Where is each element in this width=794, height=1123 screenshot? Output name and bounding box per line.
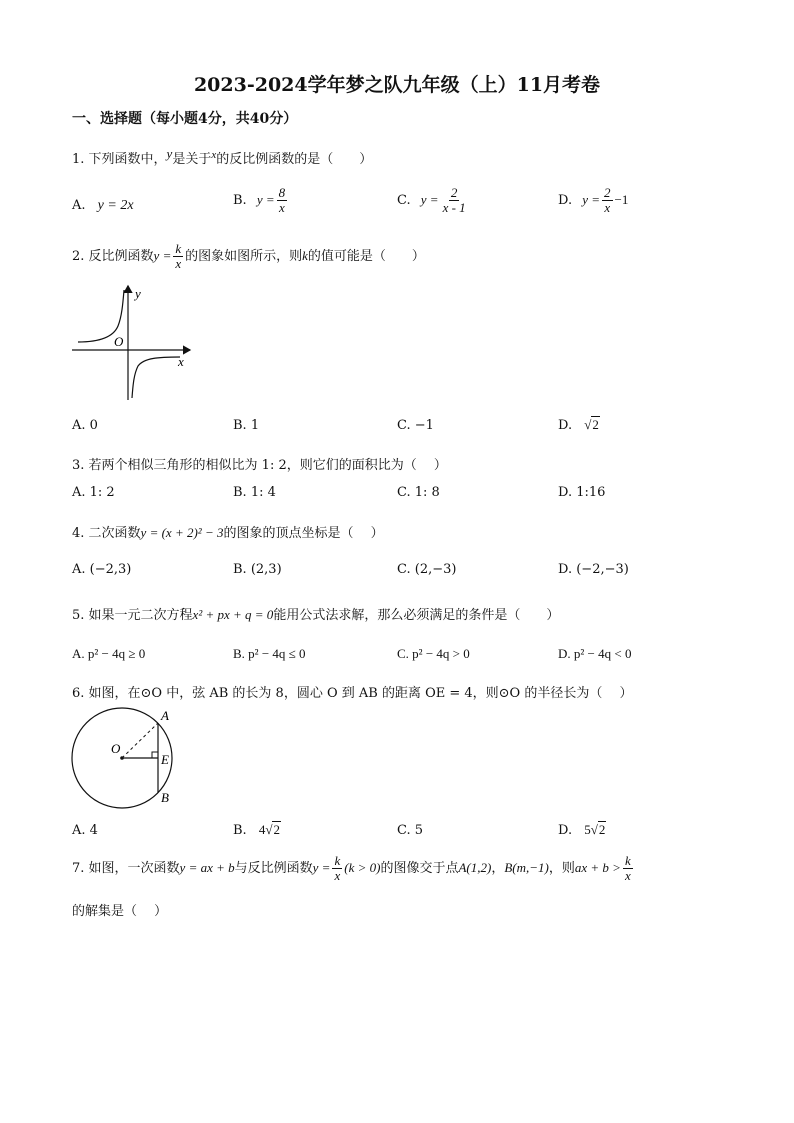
q7-rhs-fraction bbox=[623, 854, 633, 883]
page-title: 2023-2024学年梦之队九年级（上）11月考卷 bbox=[193, 74, 601, 96]
q7-text-c: 的图像交于点 bbox=[380, 861, 459, 876]
q7-rhs-num: k bbox=[624, 853, 631, 868]
q2-option-d-label: D. bbox=[558, 418, 573, 433]
question-1 bbox=[72, 148, 372, 167]
q6-center-point bbox=[120, 756, 124, 760]
q6-label-a: A bbox=[161, 708, 169, 723]
q1-option-b-label: B. bbox=[233, 193, 247, 208]
q2-var-k: k bbox=[302, 248, 308, 263]
q6-option-d-coef: 5 bbox=[584, 822, 591, 837]
q3-option-b[interactable]: B. 1: 4 bbox=[233, 485, 276, 500]
q2-x-label: x bbox=[178, 354, 184, 369]
q1-text-b: 是关于 bbox=[172, 152, 212, 167]
q1-var-x: x bbox=[211, 149, 217, 161]
q2-text-c: 的值可能是（ ） bbox=[307, 249, 425, 264]
q1-option-d-rhs: −1 bbox=[614, 192, 629, 207]
question-6: 6. 如图，在⊙O 中，弦 AB 的长为 8，圆心 O 到 AB 的距离 OE = 4，则⊙O 的半径长为（ ） bbox=[72, 686, 633, 701]
q7-point-a: A(1,2) bbox=[458, 860, 492, 875]
q7-rhs-den: x bbox=[624, 868, 631, 883]
q1-text-c: 的反比例函数的是（ ） bbox=[216, 152, 373, 167]
question-4 bbox=[72, 522, 384, 541]
q1-option-c-den: x - 1 bbox=[442, 200, 466, 215]
q7-point-b: B(m,−1) bbox=[504, 860, 549, 875]
section-heading: 一、选择题（每小题4分，共40分） bbox=[72, 111, 298, 127]
q6-option-a[interactable]: A. 4 bbox=[72, 823, 98, 838]
q7-text-a: 7. 如图，一次函数 bbox=[72, 861, 180, 876]
q1-option-d-num: 2 bbox=[604, 185, 611, 200]
q6-option-c[interactable]: C. 5 bbox=[397, 823, 424, 838]
q2-den: x bbox=[175, 256, 182, 271]
q6-option-d-radicand: 2 bbox=[598, 822, 606, 837]
q1-option-c-num: 2 bbox=[450, 185, 458, 200]
q6-option-d-sqrt: 5√2 bbox=[584, 822, 606, 837]
q6-option-b[interactable] bbox=[233, 822, 281, 838]
q6-right-angle-mark bbox=[152, 752, 158, 758]
q7-fraction bbox=[332, 854, 342, 883]
q2-curve-lower-right bbox=[132, 357, 180, 398]
q5-option-b[interactable]: B. p² − 4q ≤ 0 bbox=[233, 646, 306, 661]
q3-option-a[interactable]: A. 1: 2 bbox=[72, 485, 115, 500]
q1-option-c-fraction bbox=[441, 186, 468, 215]
q4-option-b[interactable]: B. (2,3) bbox=[233, 562, 282, 577]
q2-option-d-radicand: 2 bbox=[592, 417, 599, 432]
q6-circle-figure bbox=[68, 703, 188, 813]
q1-option-d-den: x bbox=[604, 200, 611, 215]
q2-text-b: 的图象如图所示，则 bbox=[185, 249, 303, 264]
q7-linear-expr: y = ax + b bbox=[179, 860, 235, 875]
q6-option-d-label: D. bbox=[558, 823, 573, 838]
q6-label-o: O bbox=[111, 741, 121, 756]
q7-den: x bbox=[334, 868, 341, 883]
q2-text-a: 2. 反比例函数 bbox=[72, 249, 154, 264]
q1-var-y: y bbox=[166, 146, 173, 161]
q6-option-d[interactable] bbox=[558, 822, 606, 838]
q1-option-d-lhs: y = bbox=[582, 192, 601, 207]
q2-lhs: y = bbox=[153, 248, 172, 263]
q1-option-b-fraction bbox=[277, 186, 288, 215]
q3-option-c[interactable]: C. 1: 8 bbox=[397, 485, 440, 500]
q6-option-b-label: B. bbox=[233, 823, 247, 838]
q5-text-a: 5. 如果一元二次方程 bbox=[72, 608, 193, 623]
q4-option-a[interactable]: A. (−2,3) bbox=[72, 562, 132, 577]
q6-label-e: E bbox=[161, 752, 169, 767]
q1-option-b-lhs: y = bbox=[256, 192, 275, 207]
q1-option-c-label: C. bbox=[397, 193, 411, 208]
q1-option-d-fraction bbox=[602, 186, 613, 215]
q5-option-d[interactable]: D. p² − 4q < 0 bbox=[558, 646, 632, 661]
q2-option-d[interactable] bbox=[558, 417, 600, 433]
q7-separator: ， bbox=[491, 861, 505, 876]
q2-y-label: y bbox=[135, 286, 141, 301]
question-7 bbox=[72, 854, 635, 883]
q1-option-c-lhs: y = bbox=[420, 192, 439, 207]
q4-text-b: 的图象的顶点坐标是（ ） bbox=[223, 526, 384, 541]
q4-expression: y = (x + 2)² − 3 bbox=[140, 525, 224, 540]
q4-text-a: 4. 二次函数 bbox=[72, 526, 141, 541]
q1-option-a-expr: y = 2x bbox=[97, 198, 134, 213]
q2-option-c[interactable]: C. −1 bbox=[397, 418, 434, 433]
q4-option-d[interactable]: D. (−2,−3) bbox=[558, 562, 629, 577]
q1-option-b-den: x bbox=[278, 200, 285, 215]
question-2 bbox=[72, 242, 425, 271]
q7-inequality: ax + b > bbox=[574, 860, 621, 875]
q7-num: k bbox=[334, 853, 341, 868]
q5-expression: x² + px + q = 0 bbox=[192, 607, 274, 622]
q1-option-c[interactable] bbox=[397, 186, 470, 215]
q7-lhs: y = bbox=[312, 860, 331, 875]
q5-option-a[interactable]: A. p² − 4q ≥ 0 bbox=[72, 646, 146, 661]
q6-segment-oa bbox=[122, 723, 158, 758]
q2-option-d-sqrt: √2 bbox=[584, 417, 599, 432]
question-3: 3. 若两个相似三角形的相似比为 1: 2，则它们的面积比为（ ） bbox=[72, 458, 447, 473]
q1-option-a-label: A. bbox=[72, 198, 86, 213]
q6-option-b-radicand: 2 bbox=[273, 822, 280, 837]
question-7-continued: 的解集是（ ） bbox=[72, 904, 168, 919]
q1-option-a[interactable] bbox=[72, 198, 134, 214]
q2-origin-label: O bbox=[114, 334, 124, 349]
q1-option-d[interactable] bbox=[558, 186, 628, 215]
q1-option-d-label: D. bbox=[558, 193, 573, 208]
question-5 bbox=[72, 604, 559, 623]
q5-option-c[interactable]: C. p² − 4q > 0 bbox=[397, 646, 470, 661]
q2-fraction bbox=[173, 242, 183, 271]
q6-label-b: B bbox=[161, 790, 169, 805]
q7-text-d: ，则 bbox=[548, 861, 575, 876]
q6-option-b-sqrt: 4√2 bbox=[258, 822, 280, 837]
q7-text-b: 与反比例函数 bbox=[234, 861, 313, 876]
q1-text-a: 1. 下列函数中， bbox=[72, 152, 167, 167]
q5-text-b: 能用公式法求解，那么必须满足的条件是（ ） bbox=[273, 608, 560, 623]
q2-num: k bbox=[175, 241, 182, 256]
q2-option-b[interactable]: B. 1 bbox=[233, 418, 260, 433]
q7-condition: (k > 0) bbox=[344, 860, 381, 875]
q2-option-a[interactable]: A. 0 bbox=[72, 418, 98, 433]
q1-option-b[interactable] bbox=[233, 186, 289, 215]
q4-option-c[interactable]: C. (2,−3) bbox=[397, 562, 457, 577]
q2-hyperbola-figure bbox=[68, 280, 198, 404]
q3-option-d[interactable]: D. 1:16 bbox=[558, 485, 606, 500]
q1-option-b-num: 8 bbox=[278, 185, 286, 200]
q6-option-b-coef: 4 bbox=[258, 822, 266, 837]
